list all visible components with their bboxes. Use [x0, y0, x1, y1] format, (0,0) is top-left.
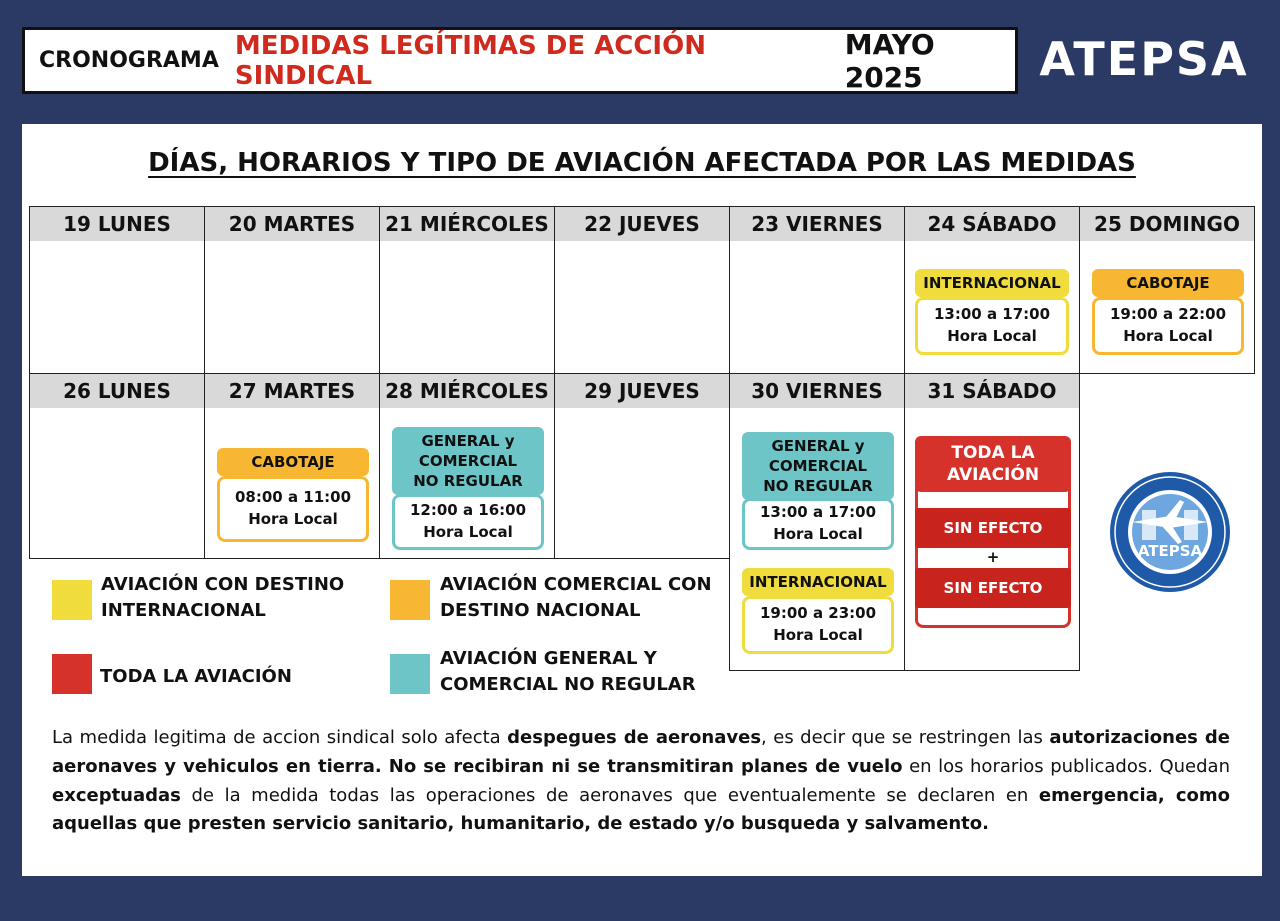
event-type-tag: CABOTAJE: [1092, 269, 1244, 297]
event-type-tag: INTERNACIONAL: [742, 568, 894, 596]
day-header: 30 VIERNES: [730, 374, 904, 408]
day-cell-24: [904, 206, 1080, 374]
event-time-note: Hora Local: [1123, 327, 1213, 345]
day-cell-29: [554, 373, 730, 559]
event-time-box: [217, 476, 369, 542]
event-type-line: NO REGULAR: [413, 472, 523, 491]
title-banner: [22, 27, 1018, 94]
day-cell-19: [29, 206, 205, 374]
day-header: 22 JUEVES: [555, 207, 729, 241]
event-type-line: COMERCIAL: [768, 456, 868, 475]
legend-swatch-cabotaje: [390, 580, 430, 620]
day-cell-25: [1079, 206, 1255, 374]
event-time-box: [742, 498, 894, 550]
day-cell-28: [379, 373, 555, 559]
event-type-line: NO REGULAR: [763, 477, 873, 496]
paragraph-text: de la medida todas las operaciones de aeronaves que eventualemente se declaren en: [180, 784, 1039, 806]
legend-swatch-general: [390, 654, 430, 694]
event-type-line: GENERAL y: [421, 431, 515, 450]
paragraph-text: en los horarios publicados. Quedan: [902, 755, 1230, 777]
day-header: 20 MARTES: [205, 207, 379, 241]
paragraph-text: , es decir que se restringen las: [761, 727, 1050, 748]
legend-line: AVIACIÓN COMERCIAL CON: [440, 574, 712, 595]
day-header: 27 MARTES: [205, 374, 379, 408]
event-time-note: Hora Local: [248, 510, 338, 528]
day-cell-20: [204, 206, 380, 374]
event-time-box: [742, 596, 894, 654]
event-time-box: [392, 494, 544, 550]
day-cell-21: [379, 206, 555, 374]
event-time-note: Hora Local: [773, 525, 863, 543]
seal-name: ATEPSA: [1137, 542, 1203, 560]
legend-toda: TODA LA AVIACIÓN: [100, 666, 292, 687]
main-panel: [22, 124, 1262, 876]
legend-swatch-toda: [52, 654, 92, 694]
legend-line: AVIACIÓN GENERAL Y: [440, 648, 657, 669]
paragraph-bold: emergencia, como aquellas que presten servicio sanitario, humanitario, de estado y/o busqueda y salvamento.: [52, 784, 1230, 835]
notice-paragraph: [52, 724, 1230, 839]
event-type-tag: INTERNACIONAL: [915, 269, 1069, 297]
schedule-subtitle: DÍAS, HORARIOS Y TIPO DE AVIACIÓN AFECTADA POR LAS MEDIDAS: [148, 148, 1136, 178]
status-sin-efecto: SIN EFECTO: [915, 508, 1071, 548]
paragraph-bold: despegues de aeronaves: [507, 727, 762, 748]
day-header: 23 VIERNES: [730, 207, 904, 241]
event-time: 13:00 a 17:00: [933, 305, 1051, 324]
event-time-box: [915, 297, 1069, 355]
event-type-tag: [742, 432, 894, 500]
day-header: 24 SÁBADO: [905, 207, 1079, 241]
day-header: 19 LUNES: [30, 207, 204, 241]
day-header: 28 MIÉRCOLES: [380, 374, 554, 408]
event-type-line: GENERAL y: [771, 436, 865, 455]
paragraph-bold: autorizaciones de aeronaves y vehiculos en tierra. No se recibiran ni se transmitiran planes de vuelo: [52, 727, 1230, 777]
event-type-line: TODA LA: [951, 442, 1035, 463]
day-cell-31: [904, 373, 1080, 671]
event-type-tag: [915, 436, 1071, 492]
legend-line: AVIACIÓN CON DESTINO: [101, 574, 345, 595]
day-header: 25 DOMINGO: [1080, 207, 1254, 241]
event-time: 13:00 a 17:00: [759, 503, 877, 522]
brand-logo: ATEPSA: [1039, 32, 1249, 86]
title-highlight: MEDIDAS LEGÍTIMAS DE ACCIÓN SINDICAL: [234, 30, 706, 91]
event-type-tag: CABOTAJE: [217, 448, 369, 476]
day-header: 21 MIÉRCOLES: [380, 207, 554, 241]
legend-cabotaje: [440, 572, 712, 624]
title-label: CRONOGRAMA: [39, 48, 219, 73]
event-time-note: Hora Local: [773, 626, 863, 644]
event-time: 19:00 a 23:00: [759, 604, 877, 623]
title-period: MAYO 2025: [844, 27, 935, 94]
day-cell-27: [204, 373, 380, 559]
day-header: 29 JUEVES: [555, 374, 729, 408]
legend-internacional: [101, 572, 344, 624]
paragraph-bold: exceptuadas: [52, 784, 181, 806]
atepsa-seal: [1108, 470, 1232, 598]
day-header: 31 SÁBADO: [905, 374, 1079, 408]
status-sin-efecto: SIN EFECTO: [915, 568, 1071, 608]
event-time: 12:00 a 16:00: [409, 501, 527, 520]
event-type-line: AVIACIÓN: [946, 465, 1040, 485]
event-time-box: [1092, 297, 1244, 355]
legend-line: COMERCIAL NO REGULAR: [440, 674, 696, 696]
event-time-note: Hora Local: [947, 327, 1037, 345]
event-time: 19:00 a 22:00: [1109, 305, 1227, 324]
legend-swatch-internacional: [52, 580, 92, 620]
event-time-note: Hora Local: [423, 523, 513, 541]
legend-general: [440, 646, 696, 698]
legend-line: DESTINO NACIONAL: [440, 600, 641, 622]
plus-sign: +: [986, 548, 1000, 566]
day-cell-23: [729, 206, 905, 374]
day-cell-26: [29, 373, 205, 559]
event-type-tag: [392, 427, 544, 495]
day-cell-30: [729, 373, 905, 671]
legend-line: INTERNACIONAL: [101, 600, 266, 622]
event-type-line: COMERCIAL: [418, 451, 518, 470]
day-header: 26 LUNES: [30, 374, 204, 408]
paragraph-text: La medida legitima de accion sindical solo afecta: [52, 727, 508, 748]
day-cell-22: [554, 206, 730, 374]
event-time: 08:00 a 11:00: [234, 488, 352, 507]
